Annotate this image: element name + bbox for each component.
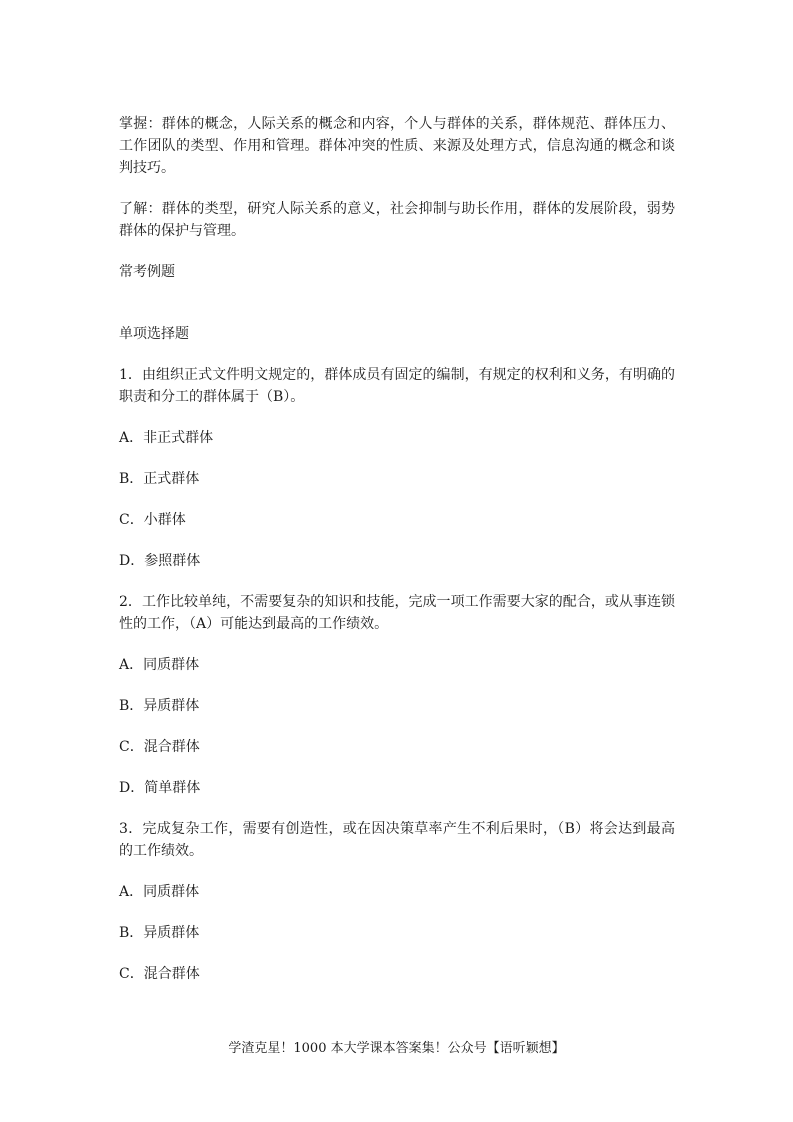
question-1-stem: 1．由组织正式文件明文规定的，群体成员有固定的编制，有规定的权利和义务，有明确的职责和分工的群体属于（B）。 <box>119 367 675 405</box>
question-1-option-c: C．小群体 <box>119 512 186 528</box>
question-2-option-a: A．同质群体 <box>119 657 200 673</box>
section-title: 常考例题 <box>119 264 175 280</box>
question-1 <box>119 364 675 572</box>
question-2 <box>119 591 675 799</box>
page-footer: 学渣克星！1000 本大学课本答案集！公众号【语听颖想】 <box>228 1041 565 1056</box>
intro-understand-paragraph: 了解：群体的类型，研究人际关系的意义，社会抑制与助长作用，群体的发展阶段，弱势群体的保护与管理。 <box>119 201 675 239</box>
question-3-stem: 3．完成复杂工作，需要有创造性，或在因决策草率产生不利后果时，（B）将会达到最高的工作绩效。 <box>119 821 675 859</box>
intro-master-paragraph: 掌握：群体的概念，人际关系的概念和内容，个人与群体的关系，群体规范、群体压力、工作团队的类型、作用和管理。群体冲突的性质、来源及处理方式，信息沟通的概念和谈判技巧。 <box>119 116 675 176</box>
question-1-option-d: D．参照群体 <box>119 553 201 569</box>
question-3-option-a: A．同质群体 <box>119 884 200 900</box>
question-1-option-a: A．非正式群体 <box>119 430 214 446</box>
question-1-option-b: B．正式群体 <box>119 471 200 487</box>
page-content <box>119 113 675 985</box>
question-2-option-b: B．异质群体 <box>119 698 200 714</box>
question-3-option-c: C．混合群体 <box>119 966 200 982</box>
question-2-option-d: D．简单群体 <box>119 780 201 796</box>
question-2-stem: 2．工作比较单纯，不需要复杂的知识和技能，完成一项工作需要大家的配合，或从事连锁性的工作，（A）可能达到最高的工作绩效。 <box>119 594 675 632</box>
question-3 <box>119 818 675 985</box>
question-2-option-c: C．混合群体 <box>119 739 200 755</box>
question-3-option-b: B．异质群体 <box>119 925 200 941</box>
subsection-title: 单项选择题 <box>119 326 189 342</box>
